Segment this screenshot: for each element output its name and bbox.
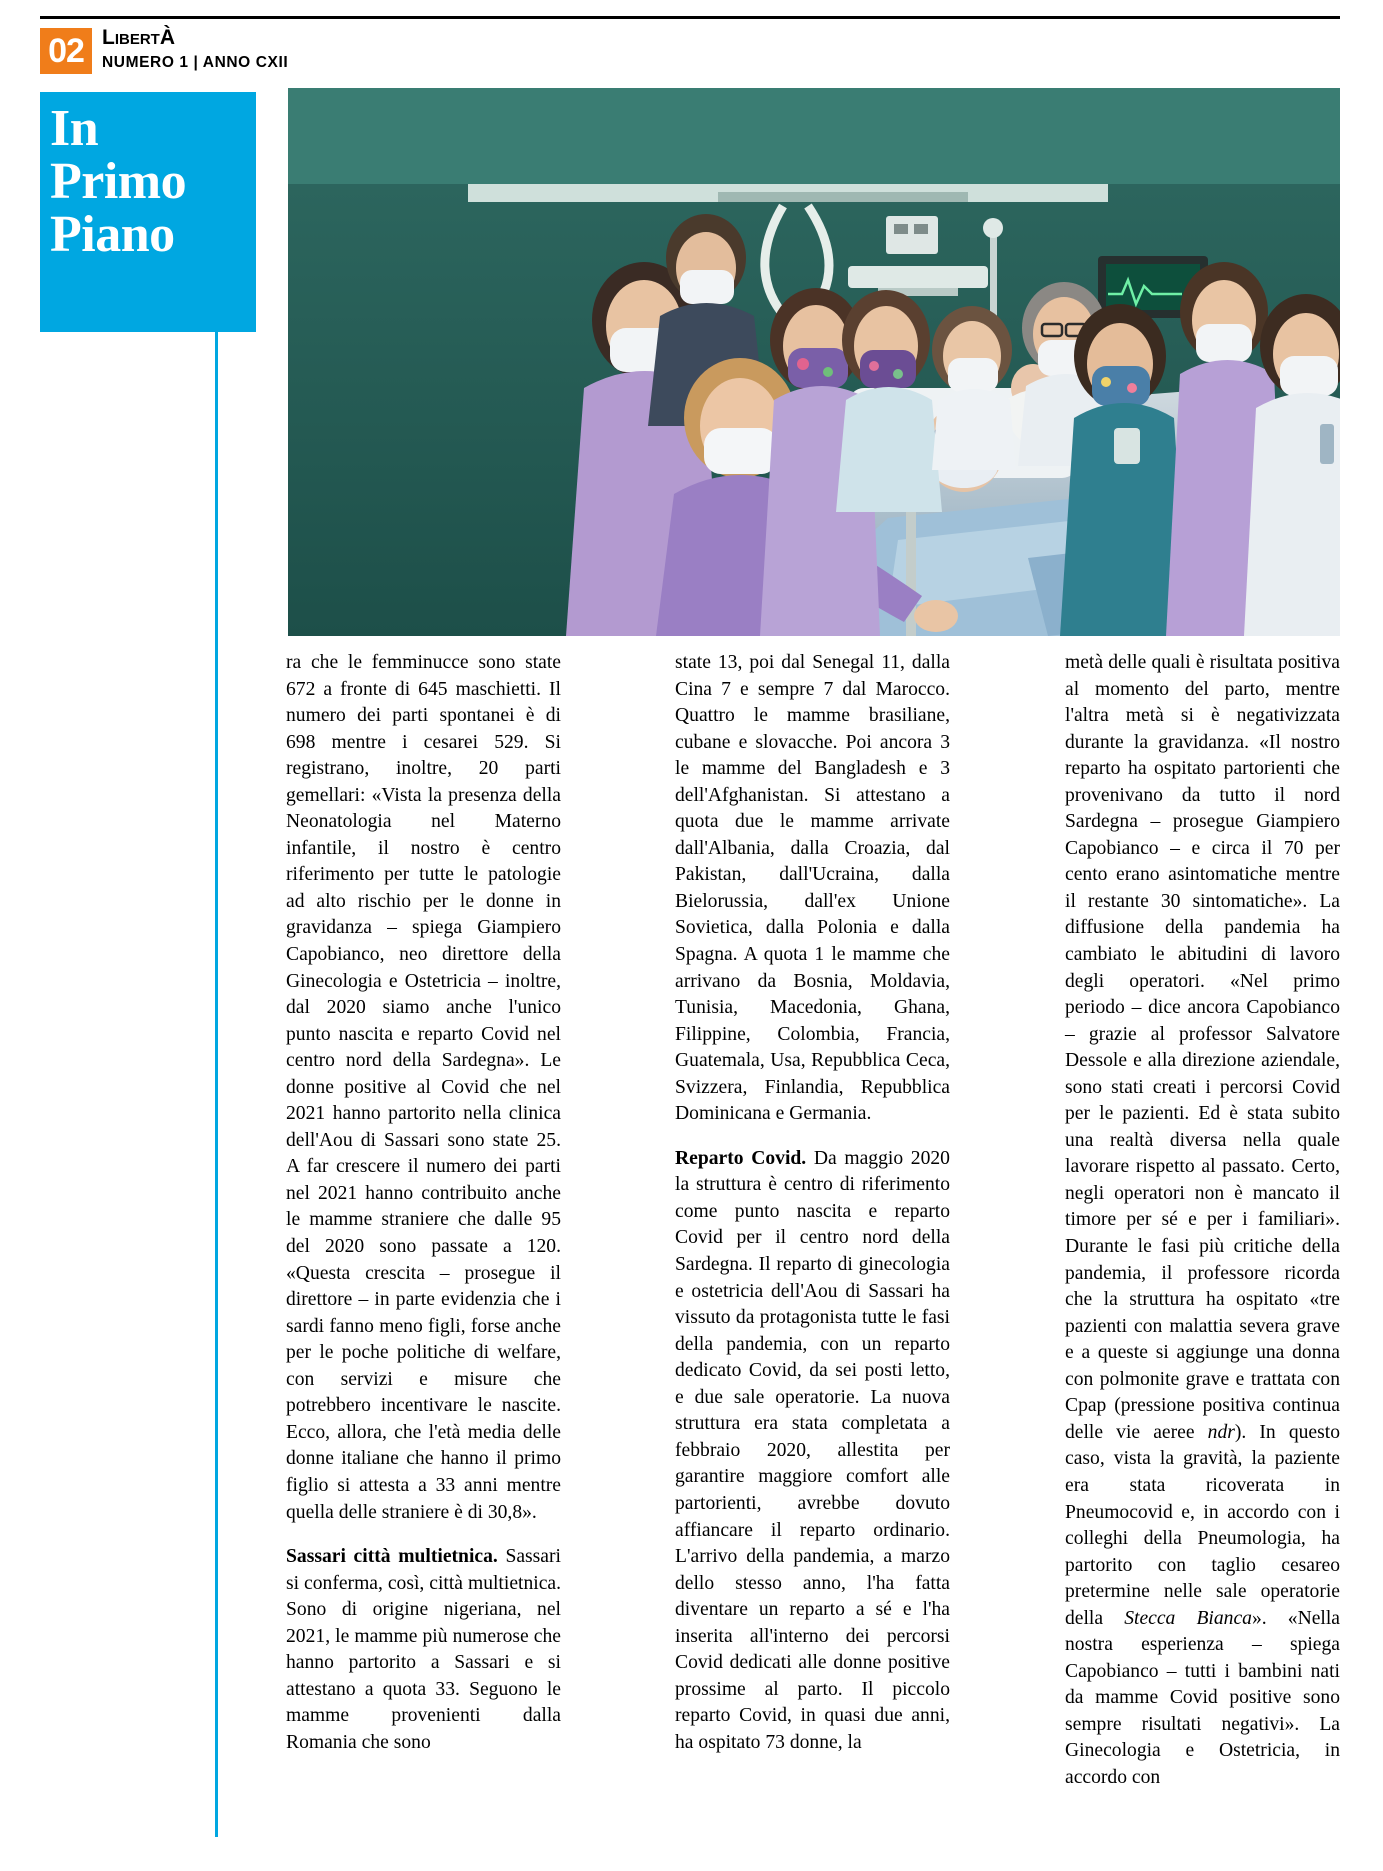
paragraph-text-2: ). In questo caso, vista la gravità, la paziente era stata ricoverata in Pneumocovid e, in accordo con i colleghi della Pneumologia, ha partorito con taglio cesareo pretermine nelle sale operatorie della: [1065, 1421, 1340, 1629]
issue-line: NUMERO 1 | ANNO CXII: [102, 54, 289, 71]
section-label-block: [40, 92, 256, 332]
brand-name: [102, 26, 288, 52]
hospital-staff-group-photo-graphic: [288, 88, 1340, 636]
article-column-3: [1065, 650, 1340, 1840]
section-vertical-rule: [215, 92, 218, 1837]
paragraph: [1065, 650, 1340, 1792]
article-body: [286, 650, 1340, 1840]
section-label-line-3: Piano: [50, 206, 175, 263]
paragraph-text: Sassari si conferma, così, città multietnica. Sono di origine nigeriana, nel 2021, le mamme più numerose che hanno partorito a Sassari e si attestano a quota 33. Seguono le mamme provenienti dalla Romania che sono: [286, 1546, 561, 1753]
paragraph-lead: Sassari città multietnica.: [286, 1546, 498, 1568]
paragraph-text: Da maggio 2020 la struttura è centro di riferimento come punto nascita e reparto Covid per il centro nord della Sardegna. Il reparto di ginecologia e ostetricia dell'Aou di Sassari ha vissuto da protagonista tutte le fasi della pandemia, con un reparto dedicato Covid, da sei posti letto, e due sale operatorie. La nuova struttura era stata completata a febbraio 2020, allestita per garantire maggiore comfort alle partorienti, avrebbe dovuto affiancare il reparto ordinario. L'arrivo della pandemia, a marzo dello stesso anno, l'ha fatta diventare un reparto a sé e l'ha inserita all'interno dei percorsi Covid dedicati alle donne positive prossime al parto. Il piccolo reparto Covid, in quasi due anni, ha ospitato 73 donne, la: [675, 1147, 950, 1753]
masthead: [40, 16, 1340, 72]
paragraph: [675, 1146, 950, 1757]
paragraph: [286, 1544, 561, 1756]
section-label-title: [50, 102, 186, 261]
paragraph-text-3: ». «Nella nostra esperienza – spiega Capobianco – tutti i bambini nati da mamme Covid positive sono sempre risultati negativi». La Ginecologia e Ostetricia, in accordo con: [1065, 1607, 1340, 1788]
paragraph-italic-2: Stecca Bianca: [1124, 1607, 1252, 1629]
paragraph-lead: Reparto Covid.: [675, 1147, 807, 1169]
article-column-1: [286, 650, 561, 1840]
masthead-text-block: [102, 26, 288, 73]
paragraph: state 13, poi dal Senegal 11, dalla Cina 7 e sempre 7 dal Marocco. Quattro le mamme brasiliane, cubane e slovacche. Poi ancora 3 le mamme del Bangladesh e 3 dell'Afghanistan. Si attestano a quota due le mamme arrivate dall'Albania, dalla Croazia, dal Pakistan, dall'Ucraina, dalla Bielorussia, dall'ex Unione Sovietica, dalla Polonia e dalla Spagna. A quota 1 le mamme che arrivano da Bosnia, Moldavia, Tunisia, Macedonia, Ghana, Filippine, Colombia, Francia, Guatemala, Usa, Repubblica Ceca, Svizzera, Finlandia, Repubblica Dominicana e Germania.: [675, 652, 950, 1125]
paragraph-italic: ndr: [1207, 1421, 1235, 1443]
section-label-line-1: In: [50, 100, 99, 157]
brand-name-text: LIBERTÀ: [102, 26, 175, 49]
paragraph-text: metà delle quali è risultata positiva al momento del parto, mentre l'altra metà si è negativizzata durante la gravidanza. «Il nostro reparto ha ospitato partorienti che provenivano da tutto il nord Sardegna – prosegue Giampiero Capobianco – e circa il 70 per cento erano asintomatiche mentre il restante 30 sintomatiche». La diffusione della pandemia ha cambiato le abitudini di lavoro degli operatori. «Nel primo periodo – dice ancora Capobianco – grazie al professor Salvatore Dessole e alla direzione aziendale, sono stati creati i percorsi Covid per le pazienti. Ed è stata subito una realtà diversa nella quale lavorare rispetto al passato. Certo, negli operatori non è mancato il timore per sé e per i familiari». Durante le fasi più critiche della pandemia, il professore ricorda che la struttura ha ospitato «tre pazienti con malattia severa grave e a queste si aggiunge una donna con polmonite grave e trattata con Cpap (pressione positiva continua delle vie aeree: [1065, 652, 1340, 1443]
masthead-top-rule: [40, 16, 1340, 19]
article-photo: [288, 88, 1340, 636]
page-number-badge: 02: [40, 28, 92, 74]
article-column-2: [675, 650, 950, 1840]
paragraph: ra che le femminucce sono state 672 a fronte di 645 maschietti. Il numero dei parti spontanei è di 698 mentre i cesarei 529. Si registrano, inoltre, 20 parti gemellari: «Vista la presenza della Neonatologia nel Materno infantile, il nostro è centro riferimento per tutte le patologie ad alto rischio per le donne in gravidanza – spiega Giampiero Capobianco, neo direttore della Ginecologia e Ostetricia – inoltre, dal 2020 siamo anche l'unico punto nascita e reparto Covid nel centro nord della Sardegna». Le donne positive al Covid che nel 2021 hanno partorito nella clinica dell'Aou di Sassari sono state 25. A far crescere il numero dei parti nel 2021 hanno contribuito anche le mamme straniere che dalle 95 del 2020 sono passate a 120. «Questa crescita – prosegue il direttore – in parte evidenzia che i sardi fanno meno figli, forse anche per le poche politiche di welfare, con servizi e misure che potrebbero incentivare le nascite. Ecco, allora, che l'età media delle donne italiane che hanno il primo figlio si attesta a 33 anni mentre quella delle straniere è di 30,8».: [286, 652, 561, 1523]
section-label-line-2: Primo: [50, 153, 187, 210]
